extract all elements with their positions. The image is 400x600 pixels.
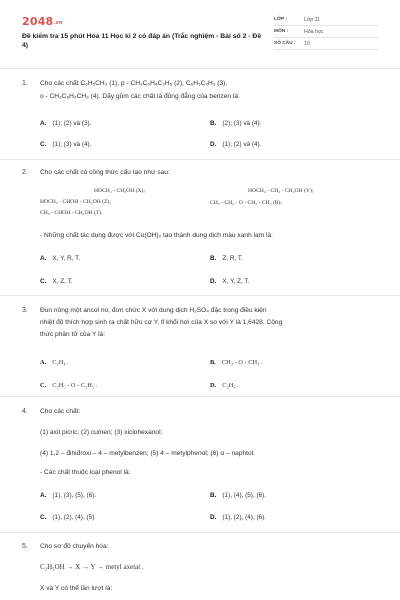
option-a[interactable]	[40, 255, 80, 262]
question-1	[22, 80, 378, 150]
logo-main: 2048	[22, 15, 54, 28]
option-d[interactable]	[210, 382, 239, 389]
question-text-line: Cho sơ đồ chuyển hóa:	[40, 543, 109, 550]
meta-row-class	[274, 14, 378, 26]
option-label: C.	[40, 514, 47, 521]
reaction-scheme: C₂H₅OH → X → Y → metyl axetat .	[40, 563, 144, 571]
option-label: A.	[40, 492, 47, 499]
question-text-line: Đun nóng một ancol no, đơn chức X với dung dịch H₂SO₄ đặc trong điều kiện	[40, 307, 267, 314]
option-text: (2); (3) và (4).	[222, 120, 262, 127]
option-c[interactable]	[40, 514, 94, 521]
logo-sub: .vn	[53, 20, 63, 26]
option-label: D.	[210, 141, 217, 148]
divider	[0, 68, 400, 69]
meta-value: Hóa học	[304, 28, 324, 35]
divider	[0, 396, 400, 397]
meta-panel	[274, 14, 378, 50]
meta-value: Lớp 11	[304, 16, 320, 23]
option-label: D.	[210, 514, 217, 521]
document-title: Đề kiểm tra 15 phút Hóa 11 Học kì 2 có đáp án (Trắc nghiệm - Bài số 2 - Đề 4)	[22, 33, 262, 49]
divider	[0, 295, 400, 296]
option-label: B.	[210, 492, 217, 499]
option-label: C.	[40, 382, 47, 389]
divider	[0, 159, 400, 160]
option-text: (1), (3), (5), (6).	[52, 492, 97, 499]
header	[22, 14, 378, 64]
divider	[0, 532, 400, 533]
question-number: 5.	[22, 543, 28, 550]
option-text: X, Z, T.	[52, 278, 73, 285]
option-text: Z, R, T.	[222, 255, 243, 262]
option-label: D.	[210, 382, 217, 389]
question-text-line: Cho các chất có công thức cấu tạo như sau:	[40, 169, 170, 176]
meta-row-subject	[274, 26, 378, 38]
option-b[interactable]	[210, 492, 266, 499]
option-d[interactable]	[210, 514, 266, 521]
question-text-line: o - CH₃C₆H₄CH₃ (4). Dãy gồm các chất là đồng đẳng của benzen là:	[40, 93, 240, 100]
option-text: (1), (2), (4), (5)	[52, 514, 95, 521]
option-c[interactable]	[40, 382, 97, 389]
question-3	[22, 307, 378, 389]
structure-t: CH₃ - CHOH - CH₂OH (T).	[40, 210, 103, 216]
structure-r: CH₃ - CH₂ - O - CH₂ - CH₃ (R);	[210, 200, 282, 206]
question-note: - Các chất thuộc loại phenol là:	[40, 469, 131, 476]
option-label: D.	[210, 278, 217, 285]
question-text-line: nhiệt độ thích hợp sinh ra chất hữu cơ Y, tỉ khối hơi của X so với Y là 1,6428. Công	[40, 319, 283, 326]
option-label: C.	[40, 141, 47, 148]
option-text: (1); (2) và (3).	[52, 120, 92, 127]
question-4	[22, 408, 378, 524]
question-number: 4.	[22, 408, 28, 415]
meta-key: MÔN :	[274, 29, 289, 34]
option-text: (1); (2) và (4).	[222, 141, 262, 148]
option-text: C₂H₄ .	[52, 359, 69, 366]
meta-row-count	[274, 38, 378, 50]
option-a[interactable]	[40, 492, 96, 499]
option-text: X, Y, R, T.	[52, 255, 81, 262]
question-2	[22, 169, 378, 289]
question-number: 2.	[22, 169, 28, 176]
option-label: A.	[40, 255, 47, 262]
structure-y: HOCH₂ - CH₂ - CH₂OH (Y);	[248, 188, 314, 194]
option-c[interactable]	[40, 141, 91, 148]
option-b[interactable]	[210, 255, 243, 262]
option-label: A.	[40, 120, 47, 127]
question-number: 1.	[22, 80, 28, 87]
option-a[interactable]	[40, 359, 69, 366]
option-d[interactable]	[210, 141, 261, 148]
question-text-line: (4) 1,2 – đihiđroxi – 4 – metylbenzen; (5) 4 – metylphenol; (6) α – naphtol.	[40, 450, 255, 457]
structure-z: HOCH₂ - CHOH - CH₂OH (Z);	[40, 199, 111, 205]
meta-key: LỚP :	[274, 17, 288, 22]
structure-x: HOCH₂ - CH₂OH (X);	[94, 188, 145, 194]
option-d[interactable]	[210, 278, 249, 285]
question-note: - Những chất tác dụng được với Cu(OH)₂ tạo thành dung dịch màu xanh lam là:	[40, 232, 273, 239]
question-text-line: X và Y có thể lần lượt là:	[40, 585, 113, 592]
option-b[interactable]	[210, 120, 261, 127]
question-number: 3.	[22, 307, 28, 314]
question-text-line: Cho các chất C₆H₅CH₃ (1), p - CH₃C₆H₄C₂H₅ (2), C₆H₅C₂H₃ (3),	[40, 80, 228, 87]
option-text: X, Y, Z, T.	[222, 278, 250, 285]
option-label: A.	[40, 359, 47, 366]
option-text: CH₃ - O - CH₃ .	[221, 359, 263, 366]
option-label: B.	[210, 359, 216, 366]
meta-value: 10	[304, 40, 310, 47]
option-text: (1), (2), (4), (6).	[222, 514, 267, 521]
option-label: C.	[40, 278, 47, 285]
site-logo[interactable]	[22, 15, 63, 28]
question-text-line: (1) axit picric; (2) cumen; (3) xiclohexanol;	[40, 429, 163, 436]
option-text: (1); (3) và (4).	[52, 141, 92, 148]
option-c[interactable]	[40, 278, 73, 285]
question-text-line: Cho các chất:	[40, 408, 81, 415]
option-label: B.	[210, 255, 217, 262]
option-b[interactable]	[210, 359, 263, 366]
question-text-line: thức phân tử của Y là:	[40, 331, 106, 338]
option-label: B.	[210, 120, 217, 127]
question-5	[22, 543, 378, 597]
option-text: C₂H₅ - O - C₂H₅ .	[52, 382, 98, 389]
meta-key: SỐ CÂU :	[274, 41, 296, 46]
option-text: C₃H₆ .	[222, 382, 239, 389]
option-text: (1), (4), (5), (6).	[222, 492, 267, 499]
option-a[interactable]	[40, 120, 91, 127]
